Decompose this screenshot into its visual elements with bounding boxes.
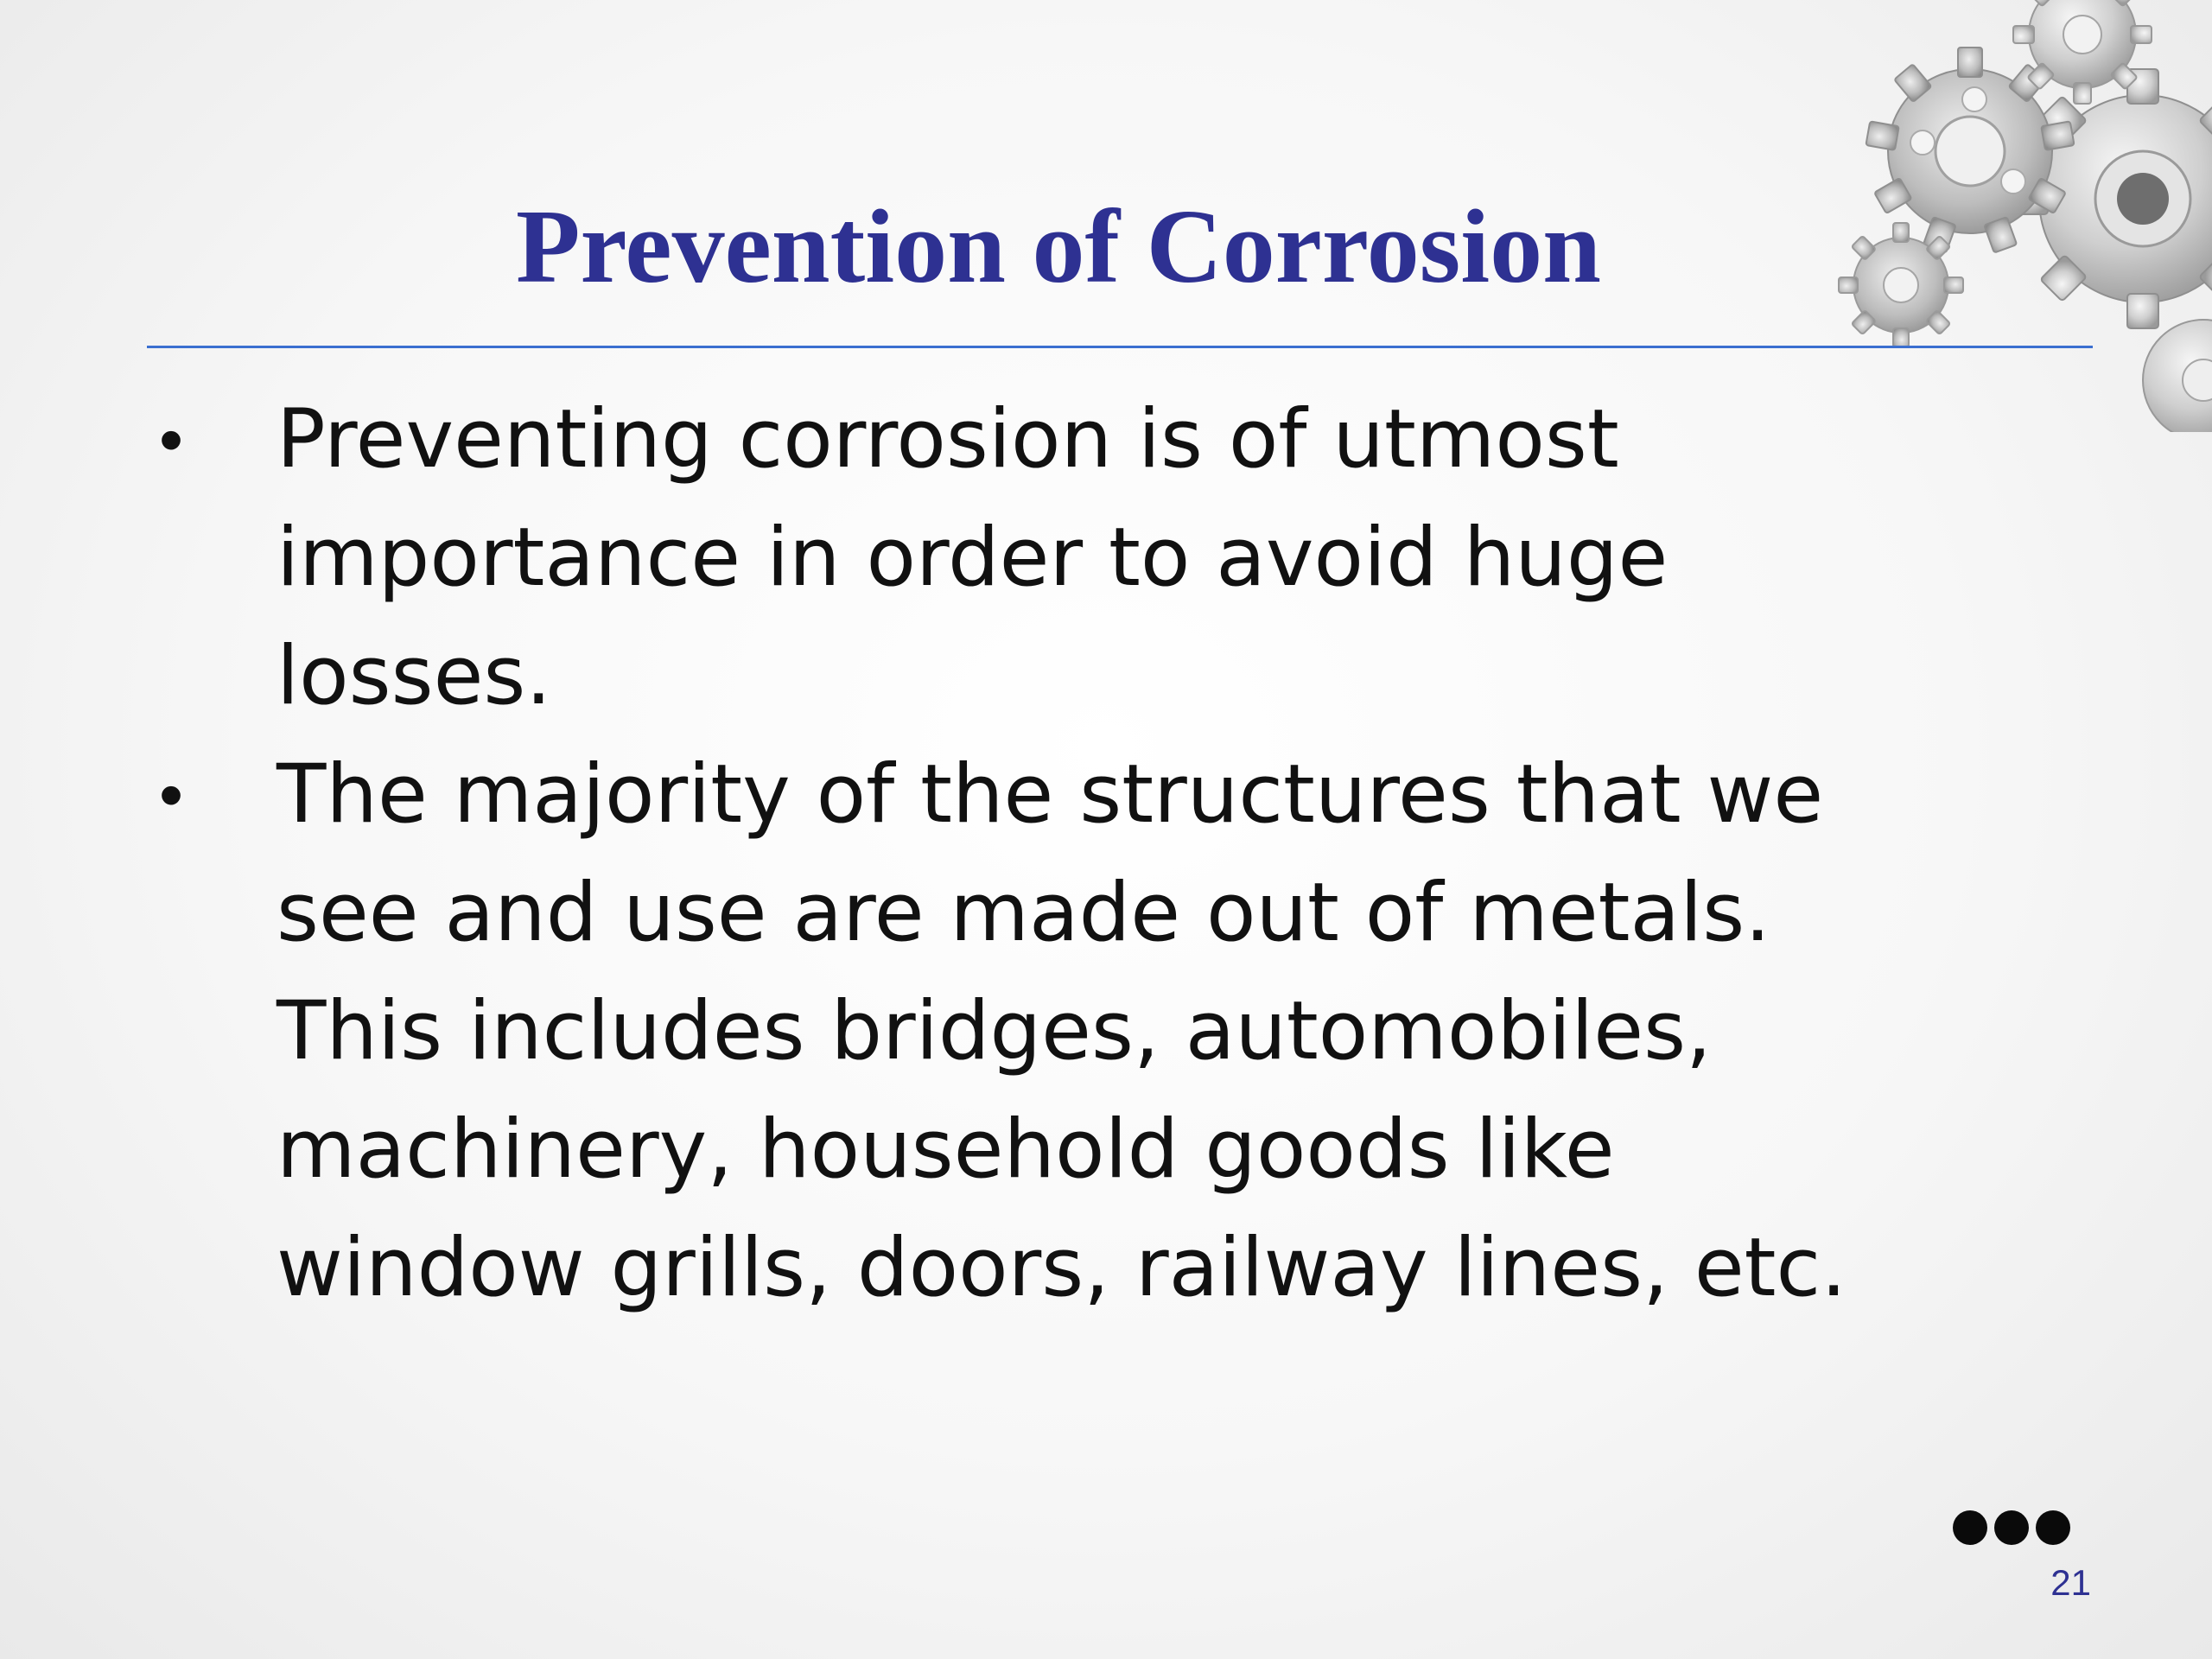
dot-icon	[2036, 1510, 2070, 1545]
bullet-item	[138, 380, 1866, 735]
bullet-marker: •	[158, 401, 183, 478]
bullet-text-line: window grills, doors, railway lines, etc.	[276, 1221, 1847, 1315]
slide-title: Prevention of Corrosion	[515, 188, 1602, 305]
dot-icon	[1953, 1510, 1987, 1545]
bullet-list	[138, 380, 1866, 1327]
bullet-text-line: Preventing corrosion is of utmost	[276, 392, 1619, 486]
bullet-text-line: importance in order to avoid huge	[276, 511, 1669, 605]
bullet-text-line: see and use are made out of metals.	[276, 866, 1771, 960]
dot-icon	[1994, 1510, 2029, 1545]
bullet-text-line: machinery, household goods like	[276, 1103, 1615, 1197]
bullet-text-line: This includes bridges, automobiles,	[276, 984, 1712, 1078]
slide-number: 21	[2050, 1562, 2091, 1603]
bullet-marker: •	[158, 756, 183, 833]
bullet-text-line: losses.	[276, 629, 552, 723]
title-divider	[147, 346, 2093, 348]
bullet-text-line: The majority of the structures that we	[276, 747, 1824, 842]
more-dots-icon[interactable]	[1949, 1510, 2079, 1548]
bullet-item	[138, 735, 1866, 1327]
